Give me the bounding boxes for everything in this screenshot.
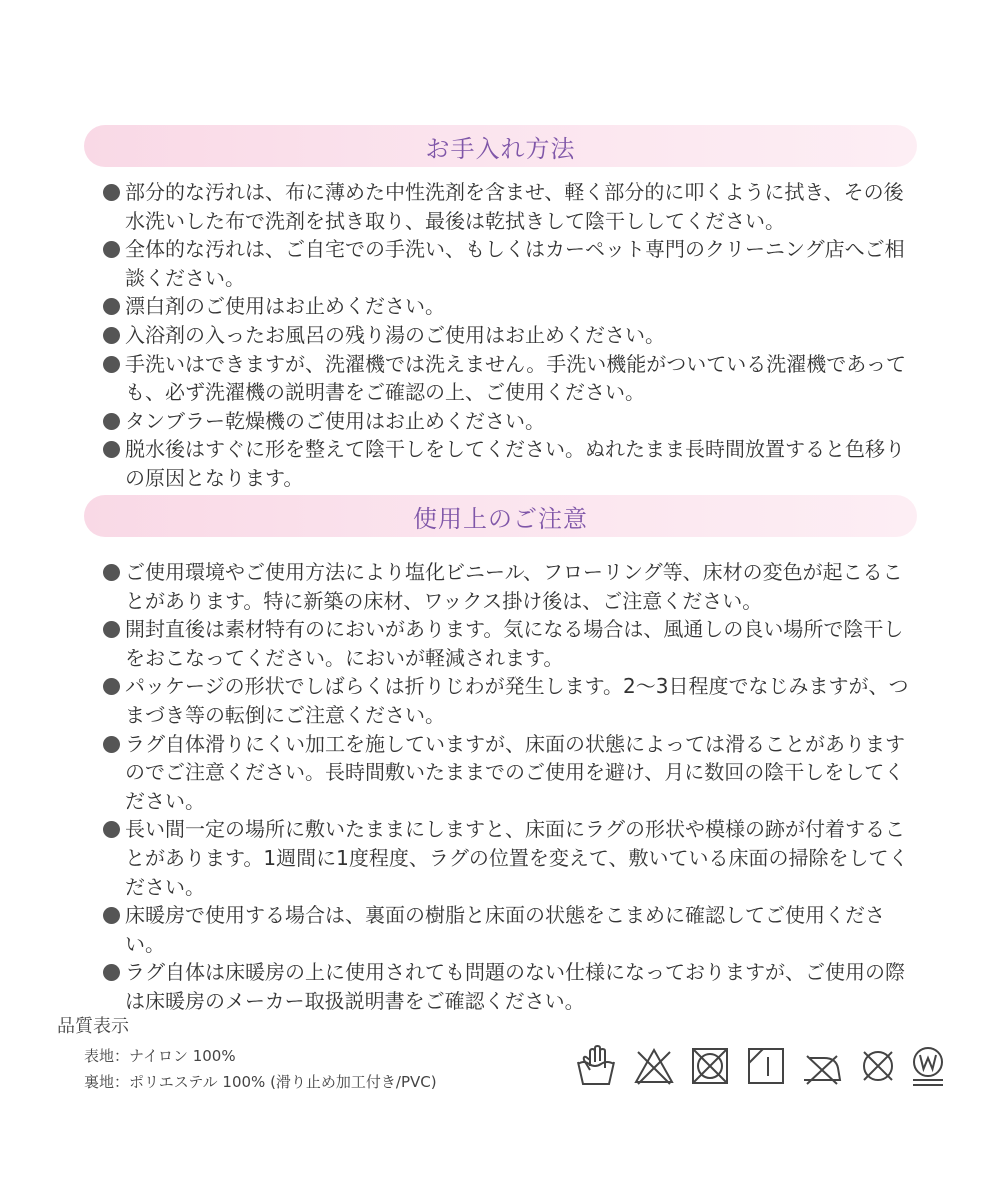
- bullet-icon: [103, 298, 120, 315]
- list-item: 開封直後は素材特有のにおいがあります。気になる場合は、風通しの良い場所で陰干しをおこなってください。においが軽減されます。: [103, 615, 913, 672]
- bullet-icon: [103, 907, 120, 924]
- list-item: 脱水後はすぐに形を整えて陰干しをしてください。ぬれたまま長時間放置すると色移りの原因となります。: [103, 435, 913, 492]
- list-item: パッケージの形状でしばらくは折りじわが発生します。2～3日程度でなじみますが、つまづき等の転倒にご注意ください。: [103, 672, 913, 729]
- bullet-icon: [103, 621, 120, 638]
- caution-list: [103, 558, 913, 1016]
- quality-surface-material: 表地：ナイロン 100%: [84, 1047, 236, 1065]
- list-item: ラグ自体は床暖房の上に使用されても問題のない仕様になっておりますが、ご使用の際は床暖房のメーカー取扱説明書をご確認ください。: [103, 958, 913, 1015]
- quality-backing-material: 裏地：ポリエステル 100% (滑り止め加工付き/PVC): [84, 1073, 437, 1091]
- bullet-icon: [103, 564, 120, 581]
- care-section-title: お手入れ方法: [425, 134, 576, 163]
- list-item: 全体的な汚れは、ご自宅での手洗い、もしくはカーペット専門のクリーニング店へご相談ください。: [103, 235, 913, 292]
- care-instructions-list: [103, 178, 913, 493]
- no-iron-icon: [800, 1044, 844, 1088]
- bullet-icon: [103, 678, 120, 695]
- list-item: 手洗いはできますが、洗濯機では洗えません。手洗い機能がついている洗濯機であっても、必ず洗濯機の説明書をご確認の上、ご使用ください。: [103, 350, 913, 407]
- bullet-icon: [103, 184, 120, 201]
- bullet-icon: [103, 441, 120, 458]
- list-item: 部分的な汚れは、布に薄めた中性洗剤を含ませ、軽く部分的に叩くように拭き、その後水洗いした布で洗剤を拭き取り、最後は乾拭きして陰干ししてください。: [103, 178, 913, 235]
- line-dry-shade-icon: [744, 1044, 788, 1088]
- no-dry-clean-icon: [856, 1044, 900, 1088]
- caution-section-title: 使用上のご注意: [413, 504, 588, 533]
- bullet-icon: [103, 964, 120, 981]
- no-bleach-icon: [632, 1044, 676, 1088]
- list-item: ラグ自体滑りにくい加工を施していますが、床面の状態によっては滑ることがありますのでご注意ください。長時間敷いたままでのご使用を避け、月に数回の陰干しをしてください。: [103, 730, 913, 816]
- list-item: タンブラー乾燥機のご使用はお止めください。: [103, 407, 913, 436]
- bullet-icon: [103, 413, 120, 430]
- caution-section-banner: [84, 495, 917, 537]
- hand-wash-icon: [574, 1044, 618, 1088]
- list-item: 漂白剤のご使用はお止めください。: [103, 292, 913, 321]
- bullet-icon: [103, 821, 120, 838]
- list-item: 入浴剤の入ったお風呂の残り湯のご使用はお止めください。: [103, 321, 913, 350]
- list-item: 長い間一定の場所に敷いたままにしますと、床面にラグの形状や模様の跡が付着することがあります。1週間に1度程度、ラグの位置を変えて、敷いている床面の掃除をしてください。: [103, 815, 913, 901]
- care-section-banner: [84, 125, 917, 167]
- no-tumble-dry-icon: [688, 1044, 732, 1088]
- bullet-icon: [103, 356, 120, 373]
- bullet-icon: [103, 241, 120, 258]
- list-item: 床暖房で使用する場合は、裏面の樹脂と床面の状態をこまめに確認してご使用ください。: [103, 901, 913, 958]
- bullet-icon: [103, 736, 120, 753]
- bullet-icon: [103, 327, 120, 344]
- quality-label-title: 品質表示: [57, 1016, 129, 1037]
- list-item: ご使用環境やご使用方法により塩化ビニール、フローリング等、床材の変色が起こることがあります。特に新築の床材、ワックス掛け後は、ご注意ください。: [103, 558, 913, 615]
- wet-clean-w-icon: [906, 1044, 950, 1088]
